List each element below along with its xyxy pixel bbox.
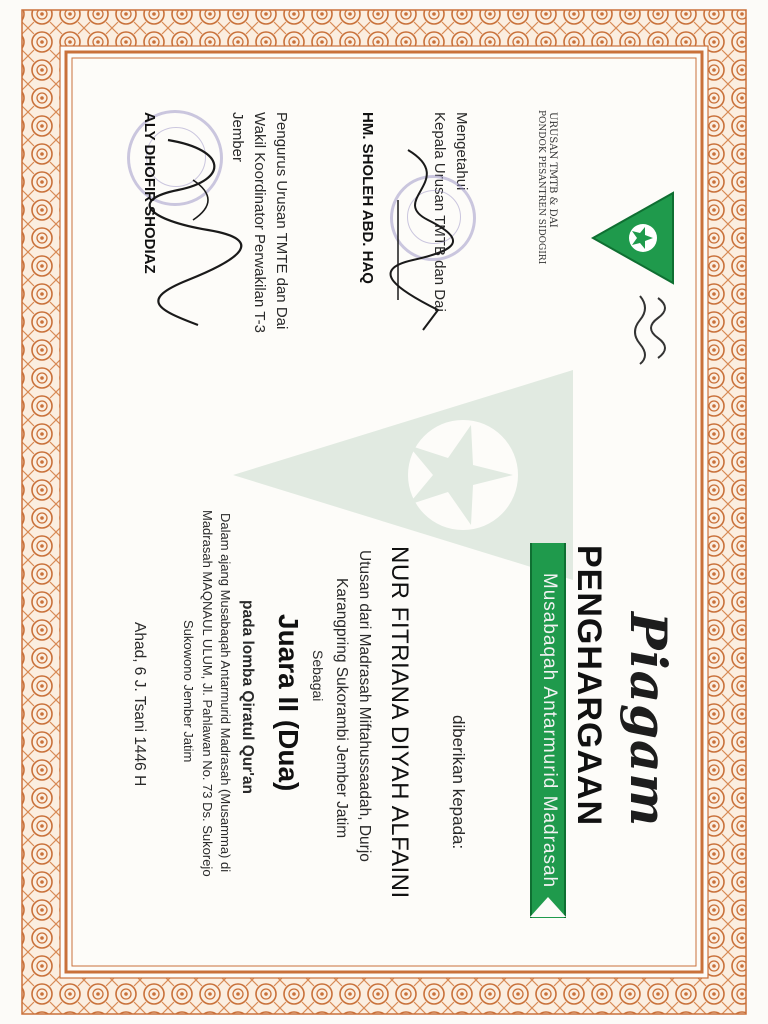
event-line-1: Dalam ajang Musabaqah Antarmurid Madrasah (Musamma) di	[218, 513, 233, 873]
certificate-date: Ahad, 6 J. Tsani 1446 H	[131, 622, 148, 787]
head-role: Kepala Urusan TMTB dan Dai	[431, 112, 448, 312]
event-line-3: Sukowono Jember Jatim	[181, 620, 196, 763]
board-name: ALY DHOFIR SHODIAZ	[141, 112, 158, 274]
certificate-title: PENGHARGAAN	[570, 545, 608, 827]
acknowledged-label: Mengetahui	[453, 112, 470, 191]
award-rank: Juara II (Dua)	[273, 614, 304, 792]
ribbon-tail	[530, 897, 566, 917]
handwritten-signature-icon	[378, 140, 468, 340]
recipient-name: NUR FITRIANA DIYAH ALFAINI	[386, 546, 413, 899]
institution-unit: URUSAN TMTB & DAI	[547, 112, 558, 228]
competition-name: pada lomba Qiratul Qur'an	[239, 600, 256, 795]
origin-line-1: Utusan dari Madrasah Miftahussaadah, Durjo	[356, 550, 373, 862]
head-name: HM. SHOLEH ABD. HAQ	[359, 112, 376, 284]
as-label: Sebagai	[310, 650, 326, 702]
origin-line-2: Karangpring Sukorambi Jember Jatim	[333, 578, 350, 839]
board-role-line-3: Jember	[229, 112, 246, 163]
board-role-line-2: Wakil Koordinator Perwakilan T-3	[251, 112, 268, 333]
ribbon-label: Musabaqah Antarmurid Madrasah	[539, 572, 560, 889]
event-ribbon	[530, 543, 566, 918]
certificate-script-title: Piagam	[619, 612, 678, 828]
institution-name: PONDOK PESANTREN SIDOGIRI	[536, 110, 546, 265]
board-role-line-1: Pengurus Urusan TMTE dan Dai	[273, 112, 290, 330]
event-line-2: Madrasah MAQNAUL ULUM, Jl. Pahlawan No. 73 Ds. Sukorejo	[200, 510, 215, 877]
given-to-label: diberikan kepada:	[449, 715, 468, 850]
